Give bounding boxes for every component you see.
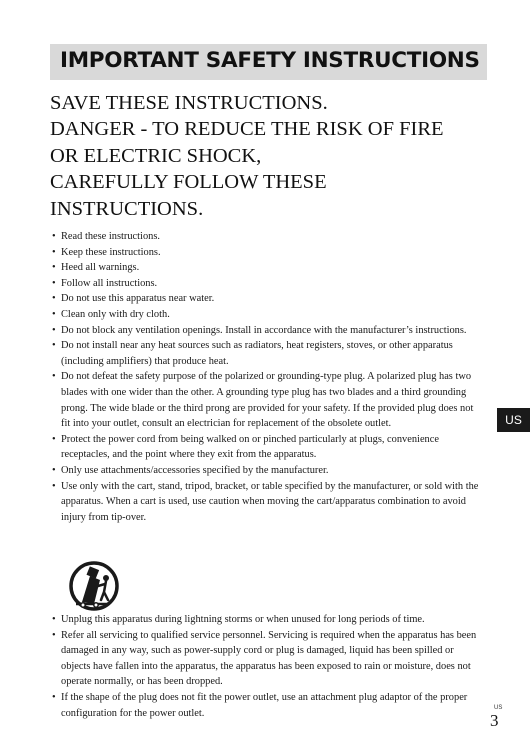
safety-heading (50, 90, 480, 222)
heading-line: INSTRUCTIONS. (50, 197, 204, 220)
list-item: • Use only with the cart, stand, tripod, bracket, or table specified by the manufacturer, or sold with the apparatus. When a cart is used, use caution when moving the cart/apparatus combination to avoid injury from tip-over. (52, 479, 484, 526)
page-number: 3 (490, 711, 499, 730)
heading-line: DANGER - TO REDUCE THE RISK OF FIRE (50, 118, 444, 141)
list-item: • Only use attachments/accessories specified by the manufacturer. (52, 463, 484, 479)
list-item: • Heed all warnings. (52, 260, 484, 276)
heading-line: SAVE THESE INSTRUCTIONS. (50, 92, 328, 114)
title-bar (50, 44, 487, 80)
list-item: • Do not block any ventilation openings. Install in accordance with the manufacturer’s instructions. (52, 323, 484, 339)
page-region-label: US (494, 705, 503, 711)
list-item: • Do not install near any heat sources such as radiators, heat registers, stoves, or other apparatus (including amplifiers) that produce heat. (52, 338, 484, 369)
list-item: • Do not defeat the safety purpose of the polarized or grounding-type plug. A polarized plug has two blades with one wider than the other. A grounding type plug has two blades and a third grounding prong. The wide blade or the third prong are provided for your safety. If the provided plug does not fit into your outlet, consult an electrician for replacement of the obsolete outlet. (52, 369, 484, 431)
list-item: • Do not use this apparatus near water. (52, 291, 484, 307)
list-item: • Clean only with dry cloth. (52, 307, 484, 323)
heading-line: OR ELECTRIC SHOCK, (50, 144, 262, 167)
list-item: • Keep these instructions. (52, 245, 484, 261)
instruction-list-continued (52, 612, 484, 721)
list-item: • Unplug this apparatus during lightning storms or when unused for long periods of time. (52, 612, 484, 628)
list-item: • Read these instructions. (52, 229, 484, 245)
region-tab: US (497, 408, 530, 432)
list-item: • If the shape of the plug does not fit the power outlet, use an attachment plug adaptor of the proper configuration for the power outlet. (52, 690, 484, 721)
page-title: IMPORTANT SAFETY INSTRUCTIONS (60, 48, 480, 73)
instruction-list (52, 229, 484, 525)
cart-tip-over-warning-icon (68, 560, 122, 617)
list-item: • Follow all instructions. (52, 276, 484, 292)
list-item: • Refer all servicing to qualified service personnel. Servicing is required when the apparatus has been damaged in any way, such as power-supply cord or plug is damaged, liquid has been spilled or objects have fallen into the apparatus, the apparatus has been exposed to rain or moisture, does not operate normally, or has been dropped. (52, 628, 484, 690)
list-item: • Protect the power cord from being walked on or pinched particularly at plugs, convenience receptacles, and the point where they exit from the apparatus. (52, 432, 484, 463)
heading-line: CAREFULLY FOLLOW THESE (50, 171, 327, 194)
